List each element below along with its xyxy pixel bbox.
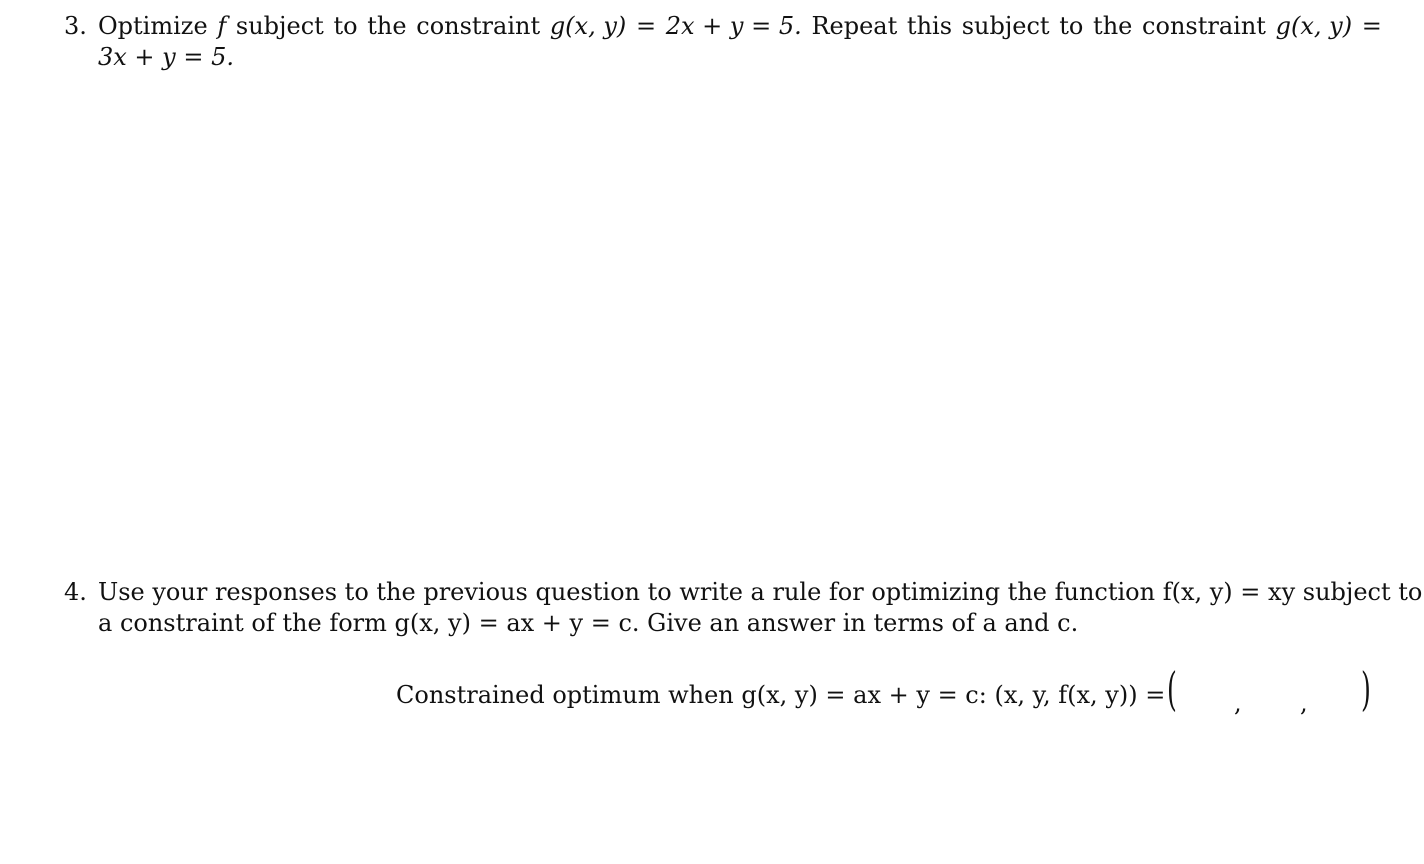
word: the <box>367 12 407 40</box>
answer-label: Constrained optimum when g(x, y) = ax + y = c: (x, y, f(x, y)) = <box>396 681 1166 709</box>
problem-4-line-2: a constraint of the form g(x, y) = ax + y = c. Give an answer in terms of a and c. <box>98 609 1079 637</box>
problem-3-line-2: 3x + y = 5. <box>98 43 234 71</box>
answer-comma-2: , <box>1300 689 1308 717</box>
problem-3-line-1 <box>98 10 1382 42</box>
word: constraint <box>1142 12 1266 40</box>
open-paren: ( <box>1167 662 1177 716</box>
answer-comma-1: , <box>1234 689 1242 717</box>
close-paren: ) <box>1361 662 1371 716</box>
word: = <box>635 12 657 40</box>
problem-3-number: 3. <box>64 12 87 40</box>
word: Optimize <box>98 12 208 40</box>
word: constraint <box>416 12 541 40</box>
word: the <box>1093 12 1133 40</box>
word: this <box>906 12 953 40</box>
word: to <box>1059 12 1084 40</box>
word: Repeat <box>811 12 898 40</box>
word: = <box>1361 12 1382 40</box>
word: 2x + y = 5. <box>665 12 802 40</box>
word: subject <box>961 12 1050 40</box>
word: f <box>217 12 227 40</box>
problem-4-line-1: Use your responses to the previous question to write a rule for optimizing the function f(x, y) = xy subject to <box>98 578 1423 606</box>
word: g(x, y) <box>549 12 627 40</box>
problem-4-number: 4. <box>64 578 87 606</box>
word: subject <box>235 12 324 40</box>
word: to <box>333 12 358 40</box>
word: g(x, y) <box>1275 12 1353 40</box>
